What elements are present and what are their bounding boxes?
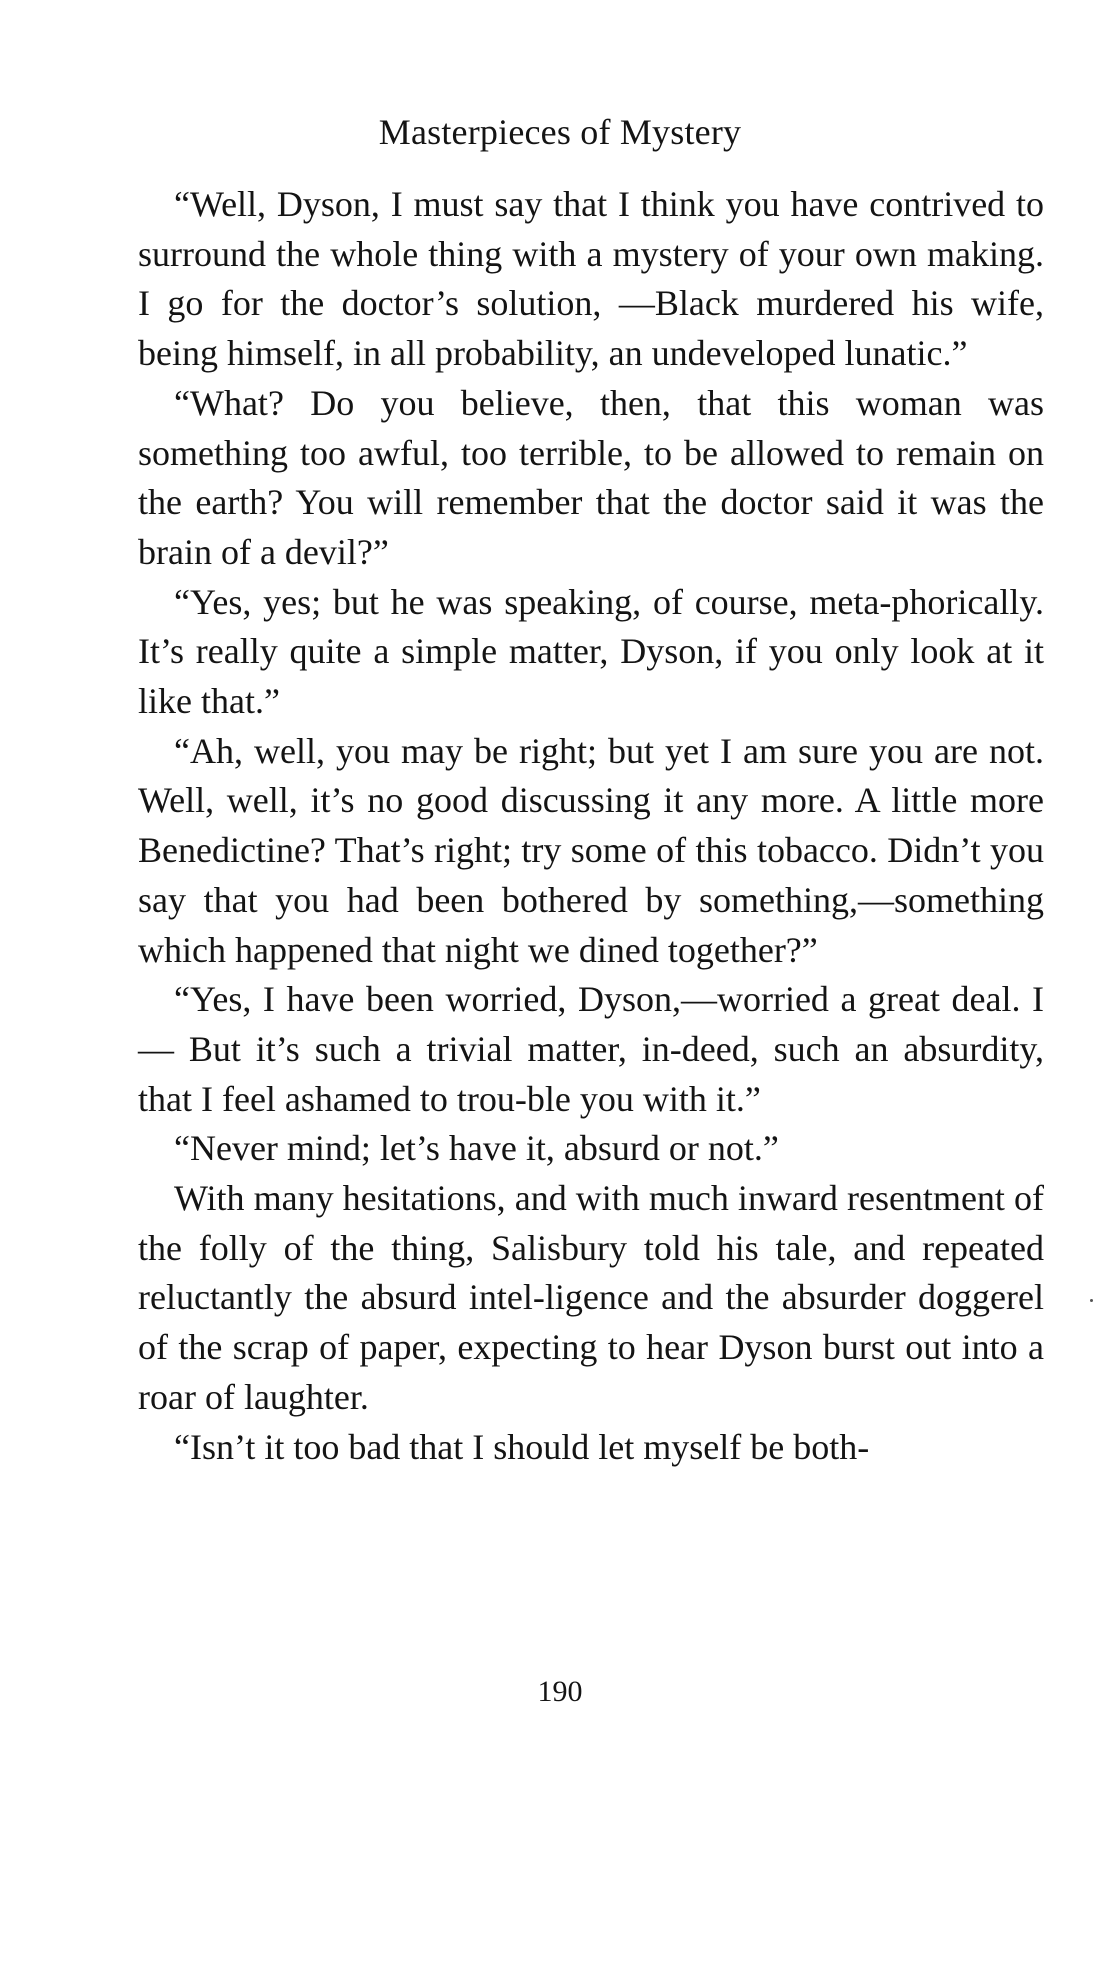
paragraph: “Never mind; let’s have it, absurd or not.” (174, 1128, 779, 1169)
paragraph: “What? Do you believe, then, that this woman was something too awful, too terrible, to be allowed to remain on the earth? You will remember that the doctor said it was the brain of a devil?” (138, 382, 1044, 572)
paragraph: “Well, Dyson, I must say that I think you have contrived to surround the whole thing with a mystery of your own making. I go for the doctor’s solution, —Black murdered his wife, being himself, in all probability, an undeveloped lunatic.” (138, 184, 1044, 374)
paragraph: With many hesitations, and with much inward resentment of the folly of the thing, Salisbury told his tale, and repeated reluctantly the absurd intel-ligence and the absurder doggerel of the scrap of paper, expecting to hear Dyson burst out into a roar of laughter. (138, 1178, 1044, 1417)
paragraph: “Yes, I have been worried, Dyson,—worried a great deal. I— But it’s such a trivial matter, in-deed, such an absurdity, that I feel ashamed to trou-ble you with it.” (138, 979, 1044, 1119)
running-title: Masterpieces of Mystery (378, 112, 742, 152)
paragraph: “Yes, yes; but he was speaking, of course, meta-phorically. It’s really quite a simple matter, Dyson, if you only look at it like that.” (138, 581, 1044, 722)
paragraph: “Ah, well, you may be right; but yet I am sure you are not. Well, well, it’s no good discussing it any more. A little more Benedictine? That’s right; try some of this tobacco. Didn’t you say that you had been bothered by something,—something which happened that night we dined together?” (138, 730, 1044, 970)
print-speck (1090, 1299, 1093, 1302)
paragraph: “Isn’t it too bad that I should let myself be both- (174, 1426, 870, 1467)
body-text (138, 180, 1044, 1472)
page-number: 190 (537, 1675, 583, 1708)
